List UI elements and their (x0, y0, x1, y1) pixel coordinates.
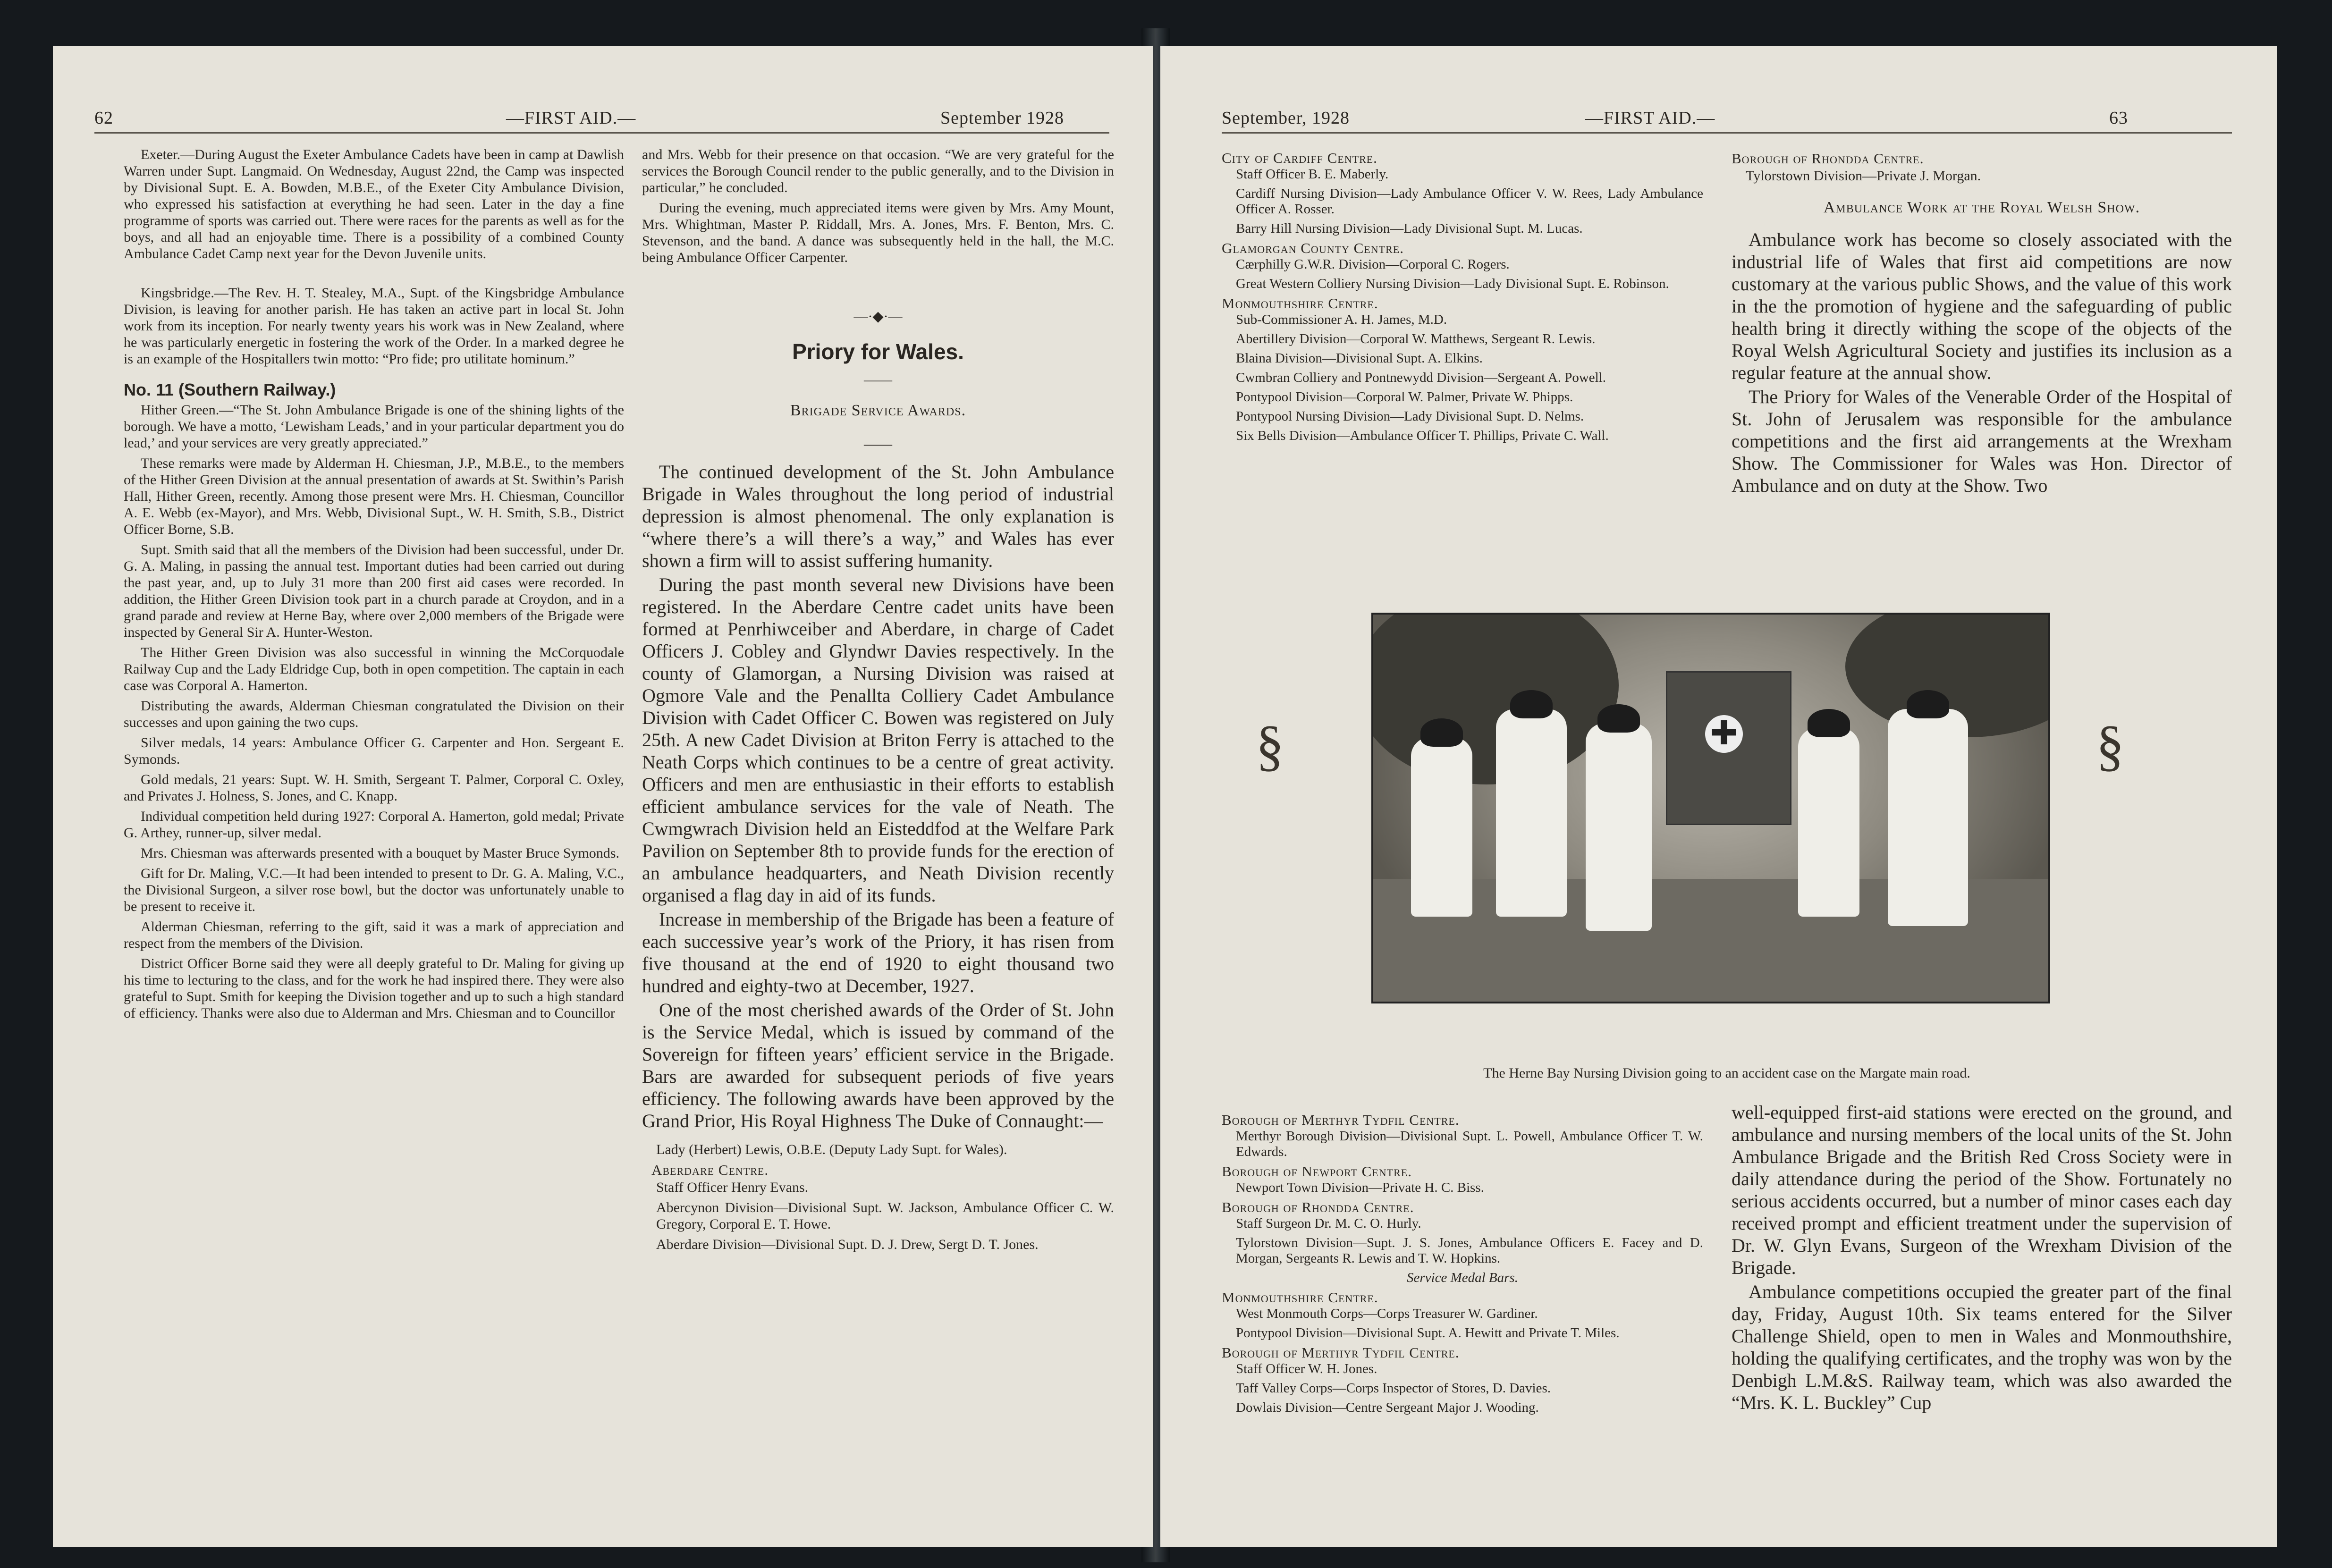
award-entry: Barry Hill Nursing Division—Lady Divisional Supt. M. Lucas. (1236, 221, 1583, 236)
paragraph: Silver medals, 14 years: Ambulance Officer G. Carpenter and Hon. Sergeant E. Symonds. (124, 735, 624, 767)
centre-heading: Monmouthshire Centre. (1222, 1289, 1378, 1306)
paragraph: The Priory for Wales of the Venerable Order of the Hospital of St. John of Jerusalem was responsible for the ambulance competitions and the first aid arrangements at the Wrexham Show. The Commissioner for Wales was Hon. Director of Ambulance and on duty at the Show. Two (1732, 386, 2232, 496)
centre-heading: Borough of Rhondda Centre. (1222, 1199, 1414, 1215)
centre-heading: Borough of Rhondda Centre. (1732, 150, 1924, 167)
section-title-southern-railway: No. 11 (Southern Railway.) (124, 380, 336, 399)
right-page-number: 63 (2109, 108, 2128, 128)
paragraph: Alderman Chiesman, referring to the gift, said it was a mark of appreciation and respect from the members of the Division. (124, 919, 624, 951)
award-entry: Abercynon Division—Divisional Supt. W. Jackson, Ambulance Officer C. W. Gregory, Corporal E. T. Howe. (656, 1200, 1114, 1232)
award-entry: Blaina Division—Divisional Supt. A. Elkins. (1236, 351, 1483, 366)
centre-heading: Monmouthshire Centre. (1222, 295, 1378, 312)
award-entry: Cærphilly G.W.R. Division—Corporal C. Rogers. (1236, 257, 1510, 272)
nurse-cap (1420, 718, 1463, 747)
paragraph: and Mrs. Webb for their presence on that occasion. “We are very grateful for the services the Borough Council render to the public generally, and to the Division in particular,” he concluded. (642, 147, 1114, 195)
ornamental-divider: —·◆·— (853, 309, 903, 324)
award-entry: Lady (Herbert) Lewis, O.B.E. (Deputy Lady Supt. for Wales). (656, 1142, 1007, 1157)
award-entry: West Monmouth Corps—Corps Treasurer W. Gardiner. (1236, 1306, 1538, 1321)
paragraph: Mrs. Chiesman was afterwards presented with a bouquet by Master Bruce Symonds. (141, 845, 619, 861)
award-entry: Staff Officer W. H. Jones. (1236, 1361, 1377, 1376)
ambulance-vehicle (1666, 671, 1791, 825)
right-date: September, 1928 (1222, 108, 1350, 128)
centre-heading: Glamorgan County Centre. (1222, 240, 1404, 256)
nurse-figure (1798, 728, 1859, 917)
paragraph: Individual competition held during 1927: Corporal A. Hamerton, gold medal; Private G. Arthey, runner-up, silver medal. (124, 809, 624, 841)
right-column-2-lower (1732, 1101, 2232, 1416)
centre-heading: Borough of Newport Centre. (1222, 1163, 1412, 1180)
kingsbridge-paragraph: Kingsbridge.—The Rev. H. T. Stealey, M.A., Supt. of the Kingsbridge Ambulance Division, is leaving for another parish. He has taken an active part in local St. John work from its inception. For nearly twenty years his work was in New Zealand, where he was particularly energetic in fostering the work of the Order. In a marked degree he is an example of the Hospitallers twin motto: “Pro fide; pro utilitate hominum.” (124, 285, 624, 367)
paragraph: Gift for Dr. Maling, V.C.—It had been intended to present to Dr. G. A. Maling, V.C., the Divisional Surgeon, a silver rose bowl, but the doctor was unfortunately unable to be present to receive it. (124, 866, 624, 914)
nurse-figure (1411, 737, 1472, 917)
paragraph: well-equipped first-aid stations were erected on the ground, and ambulance and nursing members of the local units of the St. John Ambulance Brigade and the British Red Cross Society were in daily attendance during the period of the Show. Fortunately no serious accidents occurred, but a number of minor cases each day received prompt and efficient treatment under the supervision of Dr. W. Glyn Evans, Surgeon of the Wrexham Division of the Brigade. (1732, 1102, 2232, 1278)
right-column-1-lower (1222, 1108, 1703, 1419)
article-title: Priory for Wales. (792, 339, 964, 364)
nurse-figure (1586, 723, 1652, 931)
paragraph: During the evening, much appreciated items were given by Mrs. Amy Mount, Mrs. Whightman, Master P. Riddall, Mrs. A. Jones, Mrs. F. Benton, Mrs. C. Stevenson, and the band. A dance was subsequently held in the hall, the M.C. being Ambulance Officer Carpenter. (642, 200, 1114, 265)
award-entry: Tylorstown Division—Private J. Morgan. (1746, 168, 1981, 184)
right-running-title: —FIRST AID.— (1585, 108, 1715, 128)
award-entry: Tylorstown Division—Supt. J. S. Jones, Ambulance Officers E. Facey and D. Morgan, Sergeants R. Lewis and T. W. Hopkins. (1236, 1235, 1703, 1266)
left-header-rule (94, 132, 1109, 134)
award-entry: Taff Valley Corps—Corps Inspector of Stores, D. Davies. (1236, 1381, 1551, 1396)
right-header-rule (1222, 132, 2232, 134)
service-medal-bars-heading: Service Medal Bars. (1407, 1270, 1518, 1285)
article-subtitle: Brigade Service Awards. (790, 402, 966, 419)
photo-caption: The Herne Bay Nursing Division going to an accident case on the Margate main road. (1483, 1065, 1970, 1081)
article-title-royal-welsh-show: Ambulance Work at the Royal Welsh Show. (1823, 199, 2140, 216)
award-entry: Sub-Commissioner A. H. James, M.D. (1236, 312, 1447, 327)
award-entry: Six Bells Division—Ambulance Officer T. Phillips, Private C. Wall. (1236, 428, 1609, 443)
award-entry: Merthyr Borough Division—Divisional Supt. L. Powell, Ambulance Officer T. W. Edwards. (1236, 1129, 1703, 1159)
paragraph: Supt. Smith said that all the members of the Division had been successful, under Dr. G. A. Maling, in passing the annual test. Important duties had been carried out during the past year, and, up to July 31 more than 200 first aid cases were recorded. In addition, the Hither Green Division took part in a church parade at Croydon, and in a grand parade and review at Herne Bay, where over 2,000 members of the Brigade were inspected by General Sir A. Hunter-Weston. (124, 542, 624, 640)
nurse-cap (1510, 690, 1553, 718)
left-date: September 1928 (940, 108, 1065, 128)
paragraph: District Officer Borne said they were all deeply grateful to Dr. Maling for giving up his time to lecturing to the class, and for the work he had inspired there. They were also grateful to Supt. Smith for keeping the Division together and up to such a high standard of efficiency. Thanks were also due to Alderman and Mrs. Chiesman and to Councillor (124, 956, 624, 1021)
award-entry: Dowlais Division—Centre Sergeant Major J. Wooding. (1236, 1400, 1539, 1415)
paragraph: The Hither Green Division was also successful in winning the McCorquodale Railway Cup and the Lady Eldridge Cup, both in open competition. The captain in each case was Corporal A. Hamerton. (124, 645, 624, 693)
scroll-ornament-right: § (2096, 714, 2124, 777)
award-entry: Aberdare Division—Divisional Supt. D. J. Drew, Sergt D. T. Jones. (656, 1237, 1039, 1252)
centre-heading: City of Cardiff Centre. (1222, 150, 1377, 166)
nurse-cap (1808, 709, 1850, 737)
paragraph: Gold medals, 21 years: Supt. W. H. Smith, Sergeant T. Palmer, Corporal C. Oxley, and Privates J. Holness, S. Jones, and C. Knapp. (124, 772, 624, 804)
short-rule: —— (864, 436, 892, 452)
paragraph: The continued development of the St. John Ambulance Brigade in Wales throughout the long period of industrial depression is almost phenomenal. The only explanation is “where there’s a will there’s a way,” and Wales has ever shown a firm will to assist suffering humanity. (642, 461, 1114, 571)
award-entry: Staff Officer Henry Evans. (656, 1180, 809, 1195)
paragraph: One of the most cherished awards of the Order of St. John is the Service Medal, which is issued by command of the Sovereign for fifteen years’ efficient service in the Brigade. Bars are awarded for subsequent periods of five years efficiency. The following awards have been approved by the Grand Prior, His Royal Highness The Duke of Connaught:— (642, 999, 1114, 1131)
nurse-cap (1907, 690, 1949, 718)
red-cross-icon: ✚ (1705, 715, 1743, 753)
award-entry: Cardiff Nursing Division—Lady Ambulance Officer V. W. Rees, Lady Ambulance Officer A. Rosser. (1236, 186, 1703, 217)
article-body (1732, 228, 2232, 497)
paragraph: Increase in membership of the Brigade has been a feature of each successive year’s work of the Priory, it has risen from five thousand at the end of 1920 to eight thousand two hundred and eighty-two at December, 1927. (642, 909, 1114, 996)
award-entry: Cwmbran Colliery and Pontnewydd Division—Sergeant A. Powell. (1236, 370, 1606, 385)
right-column-2-upper (1732, 146, 2232, 498)
herne-bay-nursing-photo (1371, 613, 2050, 1003)
nurse-cap (1597, 704, 1640, 733)
centre-heading: Borough of Merthyr Tydfil Centre. (1222, 1344, 1460, 1361)
paragraph: During the past month several new Divisions have been registered. In the Aberdare Centre cadet units have been formed at Penrhiwceiber and Aberdare, in charge of Cadet Officers J. Cobley and Glyndwr Davies respectively. In the county of Glamorgan, a Nursing Division was raised at Ogmore Vale and the Penallta Colliery Cadet Ambulance Division with Cadet Officer C. Bowen was registered on July 25th. A new Cadet Division at Briton Ferry is attached to the Neath Corps which continues to be a centre of great activity. Officers and men are enthusiastic in their efforts to establish efficient ambulance services for the vale of Neath. The Cwmgwrach Division held an Eisteddfod at the Welfare Park Pavilion on September 8th to provide funds for the erection of an ambulance headquarters, and Neath Division recently organised a flag day in aid of its funds. (642, 574, 1114, 906)
paragraph: Distributing the awards, Alderman Chiesman congratulated the Division on their successes and upon gaining the two cups. (124, 698, 624, 730)
paragraph: These remarks were made by Alderman H. Chiesman, J.P., M.B.E., to the members of the Hither Green Division at the annual presentation of awards at St. Swithin’s Parish Hall, Hither Green, recently. Among those present were Mrs. H. Chiesman, Councillor A. E. Webb (ex-Mayor), and Mrs. Webb, Divisional Supt., W. H. Smith, S.B., District Officer Borne, S.B. (124, 455, 624, 537)
short-rule: —— (864, 372, 892, 388)
scroll-ornament-left: § (1256, 714, 1284, 777)
award-entry: Staff Surgeon Dr. M. C. O. Hurly. (1236, 1216, 1421, 1231)
left-running-title: —FIRST AID.— (506, 108, 636, 128)
article-body (642, 461, 1114, 1132)
right-column-1-upper (1222, 146, 1703, 447)
nurse-figure (1496, 709, 1567, 917)
paragraph: Ambulance competitions occupied the greater part of the final day, Friday, August 10th. Six teams entered for the Silver Challenge Shield, open to men in Wales and Monmouthshire, holding the qualifying certificates, and the trophy was won by the Denbigh L.M.&S. Railway team, which was also awarded the “Mrs. K. L. Buckley” Cup (1732, 1281, 2232, 1413)
award-entry: Newport Town Division—Private H. C. Biss. (1236, 1180, 1484, 1195)
nurse-figure (1888, 709, 1968, 926)
paragraph: Ambulance work has become so closely associated with the industrial life of Wales that first aid competitions are now customary at the various public Shows, and the value of this work in the the promotion of hygiene and the safeguarding of public health bring it directly withing the scope of the objects of the Royal Welsh Agricultural Society and justifies its inclusion as a regular feature at the annual show. (1732, 229, 2232, 383)
award-entry: Pontypool Division—Divisional Supt. A. Hewitt and Private T. Miles. (1236, 1325, 1620, 1340)
award-entry: Abertillery Division—Corporal W. Matthews, Sergeant R. Lewis. (1236, 331, 1596, 346)
centre-heading: Aberdare Centre. (651, 1162, 769, 1178)
award-entry: Pontypool Nursing Division—Lady Divisional Supt. D. Nelms. (1236, 409, 1584, 424)
paragraph: Hither Green.—“The St. John Ambulance Brigade is one of the shining lights of the borough. We have a motto, ‘Lewisham Leads,’ and in your particular department you do lead,’ and your services are very greatly appreciated.” (124, 402, 624, 451)
award-entry: Great Western Colliery Nursing Division—Lady Divisional Supt. E. Robinson. (1236, 276, 1669, 291)
award-entry: Pontypool Division—Corporal W. Palmer, Private W. Phipps. (1236, 389, 1573, 405)
left-column-1 (124, 146, 624, 1025)
centre-heading: Borough of Merthyr Tydfil Centre. (1222, 1112, 1460, 1128)
left-page (53, 46, 1153, 1547)
exeter-paragraph: Exeter.—During August the Exeter Ambulance Cadets have been in camp at Dawlish Warren under Supt. Langmaid. On Wednesday, August 22nd, the Camp was inspected by Divisional Supt. E. A. Bowden, M.B.E., of the Exeter City Ambulance Division, who expressed his satisfaction at everything he had seen. Later in the day a fine programme of sports was carried out. There were races for the parents as well as for the boys, and all had an enjoyable time. There is a possibility of a combined County Ambulance Cadet Camp next year for the Devon Juvenile units. (124, 147, 624, 261)
photo-tree (1371, 613, 1619, 784)
award-entry: Staff Officer B. E. Maberly. (1236, 167, 1389, 182)
left-page-number: 62 (94, 108, 113, 128)
left-column-2 (642, 146, 1114, 1256)
